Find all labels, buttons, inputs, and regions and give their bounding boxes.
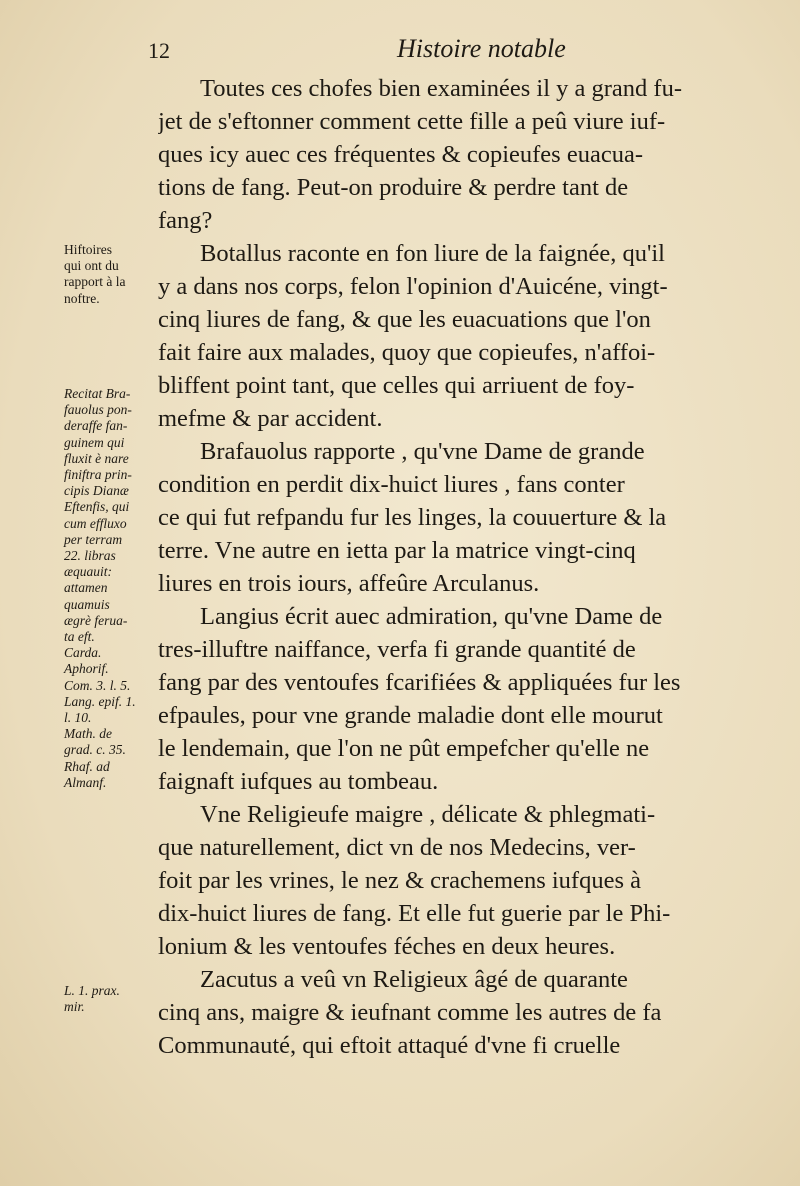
page-number: 12	[148, 38, 170, 63]
margin-line: per terram	[64, 531, 123, 547]
text-line: liures en trois iours, affeûre Arculanus.	[158, 570, 540, 597]
margin-note	[64, 386, 154, 791]
text-line: lonium & les ventoufes féches en deux heures.	[158, 933, 616, 960]
margin-line: l. 10.	[64, 710, 92, 726]
margin-line: Carda.	[64, 645, 102, 661]
text-line: cinq liures de fang, & que les euacuations que l'on	[158, 306, 651, 333]
margin-line: qui ont du	[64, 258, 119, 274]
margin-line: mir.	[64, 999, 85, 1015]
paragraph	[158, 435, 778, 600]
body-text	[158, 72, 778, 1062]
margin-line: Lang. epif. 1.	[64, 693, 136, 709]
text-line: y a dans nos corps, felon l'opinion d'Auicéne, vingt-	[158, 273, 668, 300]
text-line: que naturellement, dict vn de nos Medecins, ver-	[158, 834, 636, 861]
text-line: efpaules, pour vne grande maladie dont elle mourut	[158, 702, 663, 729]
margin-line: grad. c. 35.	[64, 742, 126, 758]
margin-line: finiftra prin-	[64, 467, 132, 483]
paragraph	[158, 237, 778, 435]
margin-line: cum effluxo	[64, 515, 127, 531]
margin-line: cipis Dianæ	[64, 483, 129, 499]
text-line: tions de fang. Peut-on produire & perdre tant de	[158, 174, 629, 201]
margin-line: ægrè ferua-	[64, 612, 128, 628]
margin-line: guinem qui	[64, 434, 125, 450]
margin-line: fauolus pon-	[64, 402, 132, 418]
margin-line: Recitat Bra-	[64, 386, 131, 401]
text-line: ques icy auec ces fréquentes & copieufes euacua-	[158, 141, 643, 168]
text-line: jet de s'eftonner comment cette fille a peû viure iuf-	[158, 108, 666, 135]
margin-line: Com. 3. l. 5.	[64, 677, 131, 693]
margin-line: æquauit:	[64, 564, 113, 580]
paragraph	[158, 72, 778, 237]
paragraph	[158, 600, 778, 798]
margin-note	[64, 983, 154, 1015]
margin-line: Eftenfis, qui	[64, 499, 130, 515]
margin-line: noftre.	[64, 290, 100, 306]
page-header	[0, 34, 800, 70]
text-line: condition en perdit dix-huict liures , fans conter	[158, 471, 625, 498]
margin-line: rapport à la	[64, 274, 126, 290]
margin-line: attamen	[64, 580, 108, 596]
text-line: foit par les vrines, le nez & crachemens iufques à	[158, 867, 642, 894]
text-line: Toutes ces chofes bien examinées il y a grand fu-	[200, 75, 682, 102]
text-line: dix-huict liures de fang. Et elle fut guerie par le Phi-	[158, 900, 671, 927]
margin-line: Math. de	[64, 726, 112, 742]
text-line: Communauté, qui eftoit attaqué d'vne fi cruelle	[158, 1032, 621, 1059]
margin-line: ta eft.	[64, 629, 95, 645]
text-line: Brafauolus rapporte , qu'vne Dame de grande	[200, 438, 645, 465]
text-line: faignaft iufques au tombeau.	[158, 768, 439, 795]
text-line: fang par des ventoufes fcarifiées & appliquées fur les	[158, 669, 681, 696]
margin-line: Rhaf. ad	[64, 758, 110, 774]
paragraph	[158, 963, 778, 1062]
text-line: bliffent point tant, que celles qui arriuent de foy-	[158, 372, 635, 399]
margin-line: Hiftoires	[64, 242, 112, 257]
running-head: Histoire notable	[397, 34, 566, 63]
margin-line: Almanf.	[64, 774, 107, 790]
text-line: Langius écrit auec admiration, qu'vne Dame de	[200, 603, 663, 630]
text-line: tres-illuftre naiffance, verfa fi grande quantité de	[158, 636, 636, 663]
text-line: cinq ans, maigre & ieufnant comme les autres de fa	[158, 999, 662, 1026]
text-line: Zacutus a veû vn Religieux âgé de quarante	[200, 966, 628, 993]
margin-line: L. 1. prax.	[64, 983, 120, 998]
margin-line: 22. libras	[64, 548, 116, 564]
margin-note	[64, 242, 154, 307]
text-line: Vne Religieufe maigre , délicate & phlegmati-	[200, 801, 656, 828]
text-line: fang?	[158, 207, 213, 234]
text-line: ce qui fut refpandu fur les linges, la couuerture & la	[158, 504, 667, 531]
margin-line: fluxit è nare	[64, 450, 129, 466]
text-line: le lendemain, que l'on ne pût empefcher qu'elle ne	[158, 735, 650, 762]
text-line: terre. Vne autre en ietta par la matrice vingt-cinq	[158, 537, 636, 564]
margin-line: Aphorif.	[64, 661, 109, 677]
text-line: fait faire aux malades, quoy que copieufes, n'affoi-	[158, 339, 656, 366]
margin-line: quamuis	[64, 596, 110, 612]
text-line: mefme & par accident.	[158, 405, 383, 432]
margin-line: deraffe fan-	[64, 418, 128, 434]
text-line: Botallus raconte en fon liure de la faignée, qu'il	[200, 240, 665, 267]
paragraph	[158, 798, 778, 963]
